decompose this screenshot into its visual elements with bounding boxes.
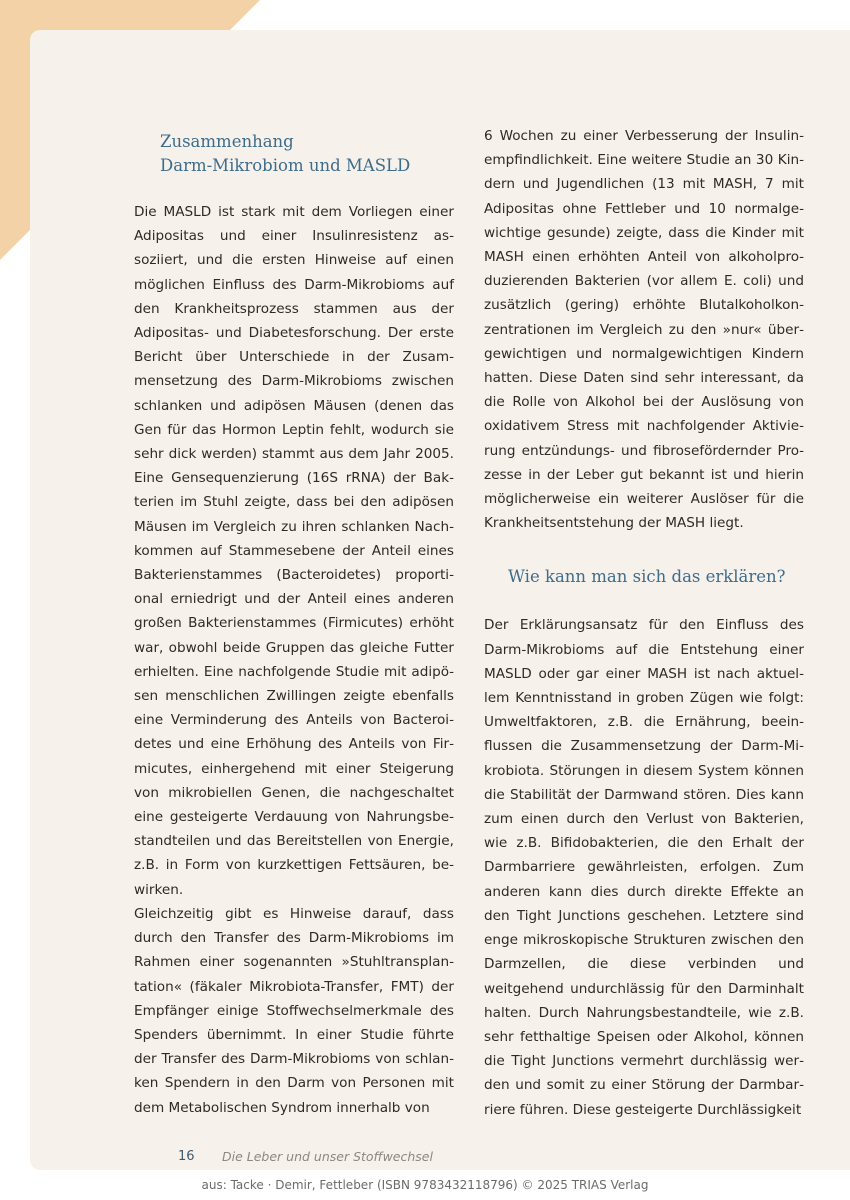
section-heading-right: Wie kann man sich das erklären? — [508, 567, 786, 587]
left-column — [134, 200, 454, 1120]
page-number: 16 — [178, 1149, 195, 1164]
right-paragraph-1: 6 Wochen zu einer Verbesserung der Insulinempfindlichkeit. Eine weitere Studie an 30 Kindern und Jugendlichen (13 mit MASH, 7 mit Adipositas ohne Fettleber und 10 normalgewichtige gesunde) zeigte, dass die Kinder mit MASH einen erhöhten Anteil von alkoholproduzierenden Bakterien (vor allem E. coli) und zusätzlich (gering) erhöhte Blutalkoholkonzentrationen im Vergleich zu den »nur« übergewichtigen und normalgewichtigen Kindern hatten. Diese Daten sind sehr interessant, da die Rolle von Alkohol bei der Auslösung von oxidativem Stress mit nachfolgender Aktivierung entzündungs- und fibrosefördernder Prozesse in der Leber gut bekannt ist und hierin möglicherweise ein weiterer Auslöser für die Krankheitsentstehung der MASH liegt. — [484, 128, 804, 532]
right-paragraph-2: Der Erklärungsansatz für den Einfluss des Darm-Mikrobioms auf die Entstehung einer MASLD oder gar einer MASH ist nach aktuellem Kenntnisstand in groben Zügen wie folgt: Umweltfaktoren, z.B. die Ernährung, beeinflussen die Zusammensetzung der Darm-Mikrobiota. Störungen in diesem System können die Stabilität der Darmwand stören. Dies kann zum einen durch den Verlust von Bakterien, wie z.B. Bifidobakterien, die den Erhalt der Darmbarriere gewährleisten, erfolgen. Zum anderen kann dies durch direkte Effekte an den Tight Junctions geschehen. Letztere sind enge mikroskopische Strukturen zwischen den Darmzellen, die diese verbinden und weitgehend undurchlässig für den Darminhalt halten. Durch Nahrungsbestandteile, wie z.B. sehr fetthaltige Speisen oder Alkohol, können die Tight Junctions vermehrt durchlässig werden und somit zu einer Störung der Darmbarriere führen. Diese gesteigerte Durchlässigkeit — [484, 617, 804, 1118]
heading-left-line2: Darm-Mikrobiom und MASLD — [160, 156, 411, 175]
heading-left-line1: Zusammenhang — [160, 132, 294, 151]
section-heading-left — [160, 130, 460, 178]
left-paragraph-2: Gleichzeitig gibt es Hinweise darauf, dass durch den Transfer des Darm-Mikrobioms im Rahmen einer sogenannten »Stuhltransplantation« (fäkaler Mikrobiota-Transfer, FMT) der Empfänger einige Stoffwechselmerkmale des Spenders übernimmt. In einer Studie führte der Transfer des Darm-Mikrobioms von schlanken Spendern in den Darm von Personen mit dem Metabolischen Syndrom innerhalb von — [134, 905, 454, 1116]
left-paragraph-1: Die MASLD ist stark mit dem Vorliegen einer Adipositas und einer Insulinresistenz assoziiert, und die ersten Hinweise auf einen möglichen Einfluss des Darm-Mikrobioms auf den Krankheitsprozess stammen aus der Adipositas- und Diabetesforschung. Der erste Bericht über Unterschiede in der Zusammensetzung des Darm-Mikrobioms zwischen schlanken und adipösen Mäusen (denen das Gen für das Hormon Leptin fehlt, wodurch sie sehr dick werden) stammt aus dem Jahr 2005. Eine Gensequenzierung (16S rRNA) der Bakterien im Stuhl zeigte, dass bei den adipösen Mäusen im Vergleich zu ihren schlanken Nachkommen auf Stammesebene der Anteil eines Bakterienstammes (Bacteroidetes) proportional erniedrigt und der Anteil eines anderen großen Bakterienstammes (Firmicutes) erhöht war, obwohl beide Gruppen das gleiche Futter erhielten. Eine nachfolgende Studie mit adipösen menschlichen Zwillingen zeigte ebenfalls eine Verminderung des Anteils von Bacteroidetes und eine Erhöhung des Anteils von Firmicutes, einhergehend mit einer Steigerung von mikrobiellen Genen, die nachgeschaltet eine gesteigerte Verdauung von Nahrungsbestandteilen und das Bereitstellen von Energie, z.B. in Form von kurzkettigen Fettsäuren, bewirken. — [134, 204, 454, 898]
right-column — [484, 124, 804, 1122]
source-credit: aus: Tacke · Demir, Fettleber (ISBN 9783432118796) © 2025 TRIAS Verlag — [201, 1178, 649, 1192]
book-page — [30, 30, 850, 1170]
running-footer-title: Die Leber und unser Stoffwechsel — [222, 1149, 433, 1164]
